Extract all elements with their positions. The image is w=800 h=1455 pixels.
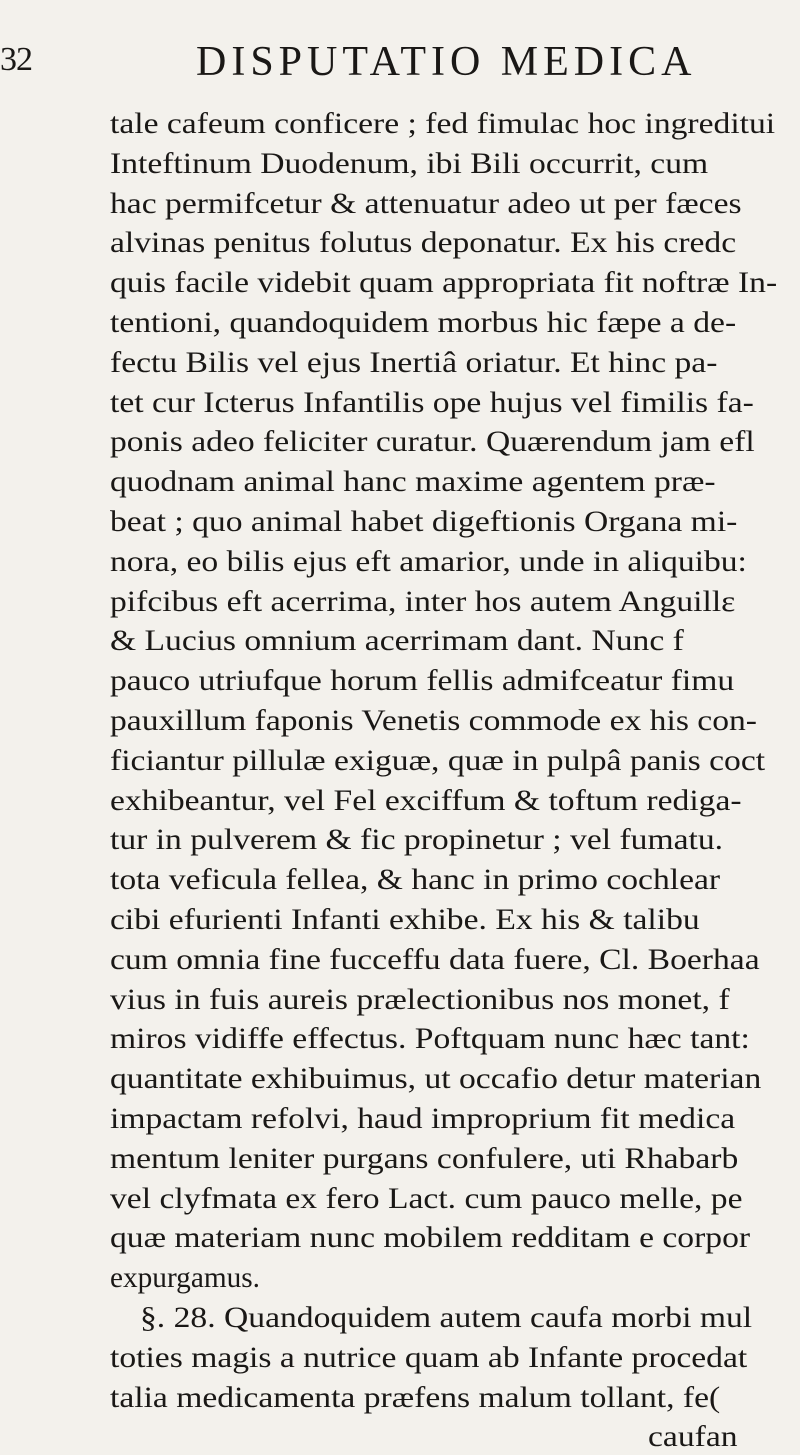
text-line: §. 28. Quandoquidem autem caufa morbi mul — [140, 1301, 753, 1334]
text-line: tentioni, quandoquidem morbus hic fæpe a de- — [110, 306, 737, 339]
text-line: beat ; quo animal habet digeftionis Organa mi- — [110, 505, 738, 538]
text-line: caufan — [648, 1420, 738, 1453]
text-line: expurgamus. — [110, 1261, 260, 1294]
running-head: DISPUTATIO MEDICA — [196, 39, 697, 85]
text-line: & Lucius omnium acerrimam dant. Nunc f — [110, 624, 684, 657]
text-line: mentum leniter purgans confulere, uti Rhabarb — [110, 1142, 739, 1175]
text-line: fectu Bilis vel ejus Inertiâ oriatur. Et hinc pa- — [110, 346, 718, 379]
text-line: impactam refolvi, haud improprium fit medica — [110, 1102, 736, 1135]
text-line: quodnam animal hanc maxime agentem præ- — [110, 465, 716, 498]
text-line: vius in fuis aureis prælectionibus nos monet, f — [110, 983, 730, 1016]
text-line: cibi efurienti Infanti exhibe. Ex his & talibu — [110, 903, 700, 936]
text-line: quæ materiam nunc mobilem redditam e corpor — [110, 1221, 751, 1254]
text-line: toties magis a nutrice quam ab Infante procedat — [110, 1341, 748, 1374]
text-line: hac permifcetur & attenuatur adeo ut per fæces — [110, 187, 742, 220]
text-line: talia medicamenta præfens malum tollant, fe( — [110, 1381, 721, 1414]
text-line: Inteftinum Duodenum, ibi Bili occurrit, cum — [110, 147, 709, 180]
text-line: ponis adeo feliciter curatur. Quærendum jam efl — [110, 425, 755, 458]
text-line: pauxillum faponis Venetis commode ex his con- — [110, 704, 758, 737]
text-line: tota veficula fellea, & hanc in primo cochlear — [110, 863, 721, 896]
text-line: tur in pulverem & fic propinetur ; vel fumatu. — [110, 823, 724, 856]
text-line: miros vidiffe effectus. Poftquam nunc hæc tant: — [110, 1022, 750, 1055]
text-line: ficiantur pillulæ exiguæ, quæ in pulpâ panis coct — [110, 744, 766, 777]
text-line: pifcibus eft acerrima, inter hos autem Anguillε — [110, 585, 736, 618]
text-line: quantitate exhibuimus, ut occafio detur materian — [110, 1062, 762, 1095]
text-line: nora, eo bilis ejus eft amarior, unde in aliquibu: — [110, 545, 747, 578]
text-line: exhibeantur, vel Fel exciffum & toftum rediga- — [110, 784, 742, 817]
text-line: quis facile videbit quam appropriata fit noftræ In- — [110, 266, 778, 299]
text-line: tale cafeum conficere ; fed fimulac hoc ingreditui — [110, 107, 776, 140]
text-line: alvinas penitus folutus deponatur. Ex his credc — [110, 226, 737, 259]
text-line: pauco utriufque horum fellis admifceatur fimu — [110, 664, 735, 697]
text-line: tet cur Icterus Infantilis ope hujus vel fimilis fa- — [110, 386, 754, 419]
text-line: cum omnia fine fucceffu data fuere, Cl. Boerhaa — [110, 943, 760, 976]
page-number: 32 — [0, 41, 32, 78]
text-line: vel clyfmata ex fero Lact. cum pauco melle, pe — [110, 1182, 743, 1215]
